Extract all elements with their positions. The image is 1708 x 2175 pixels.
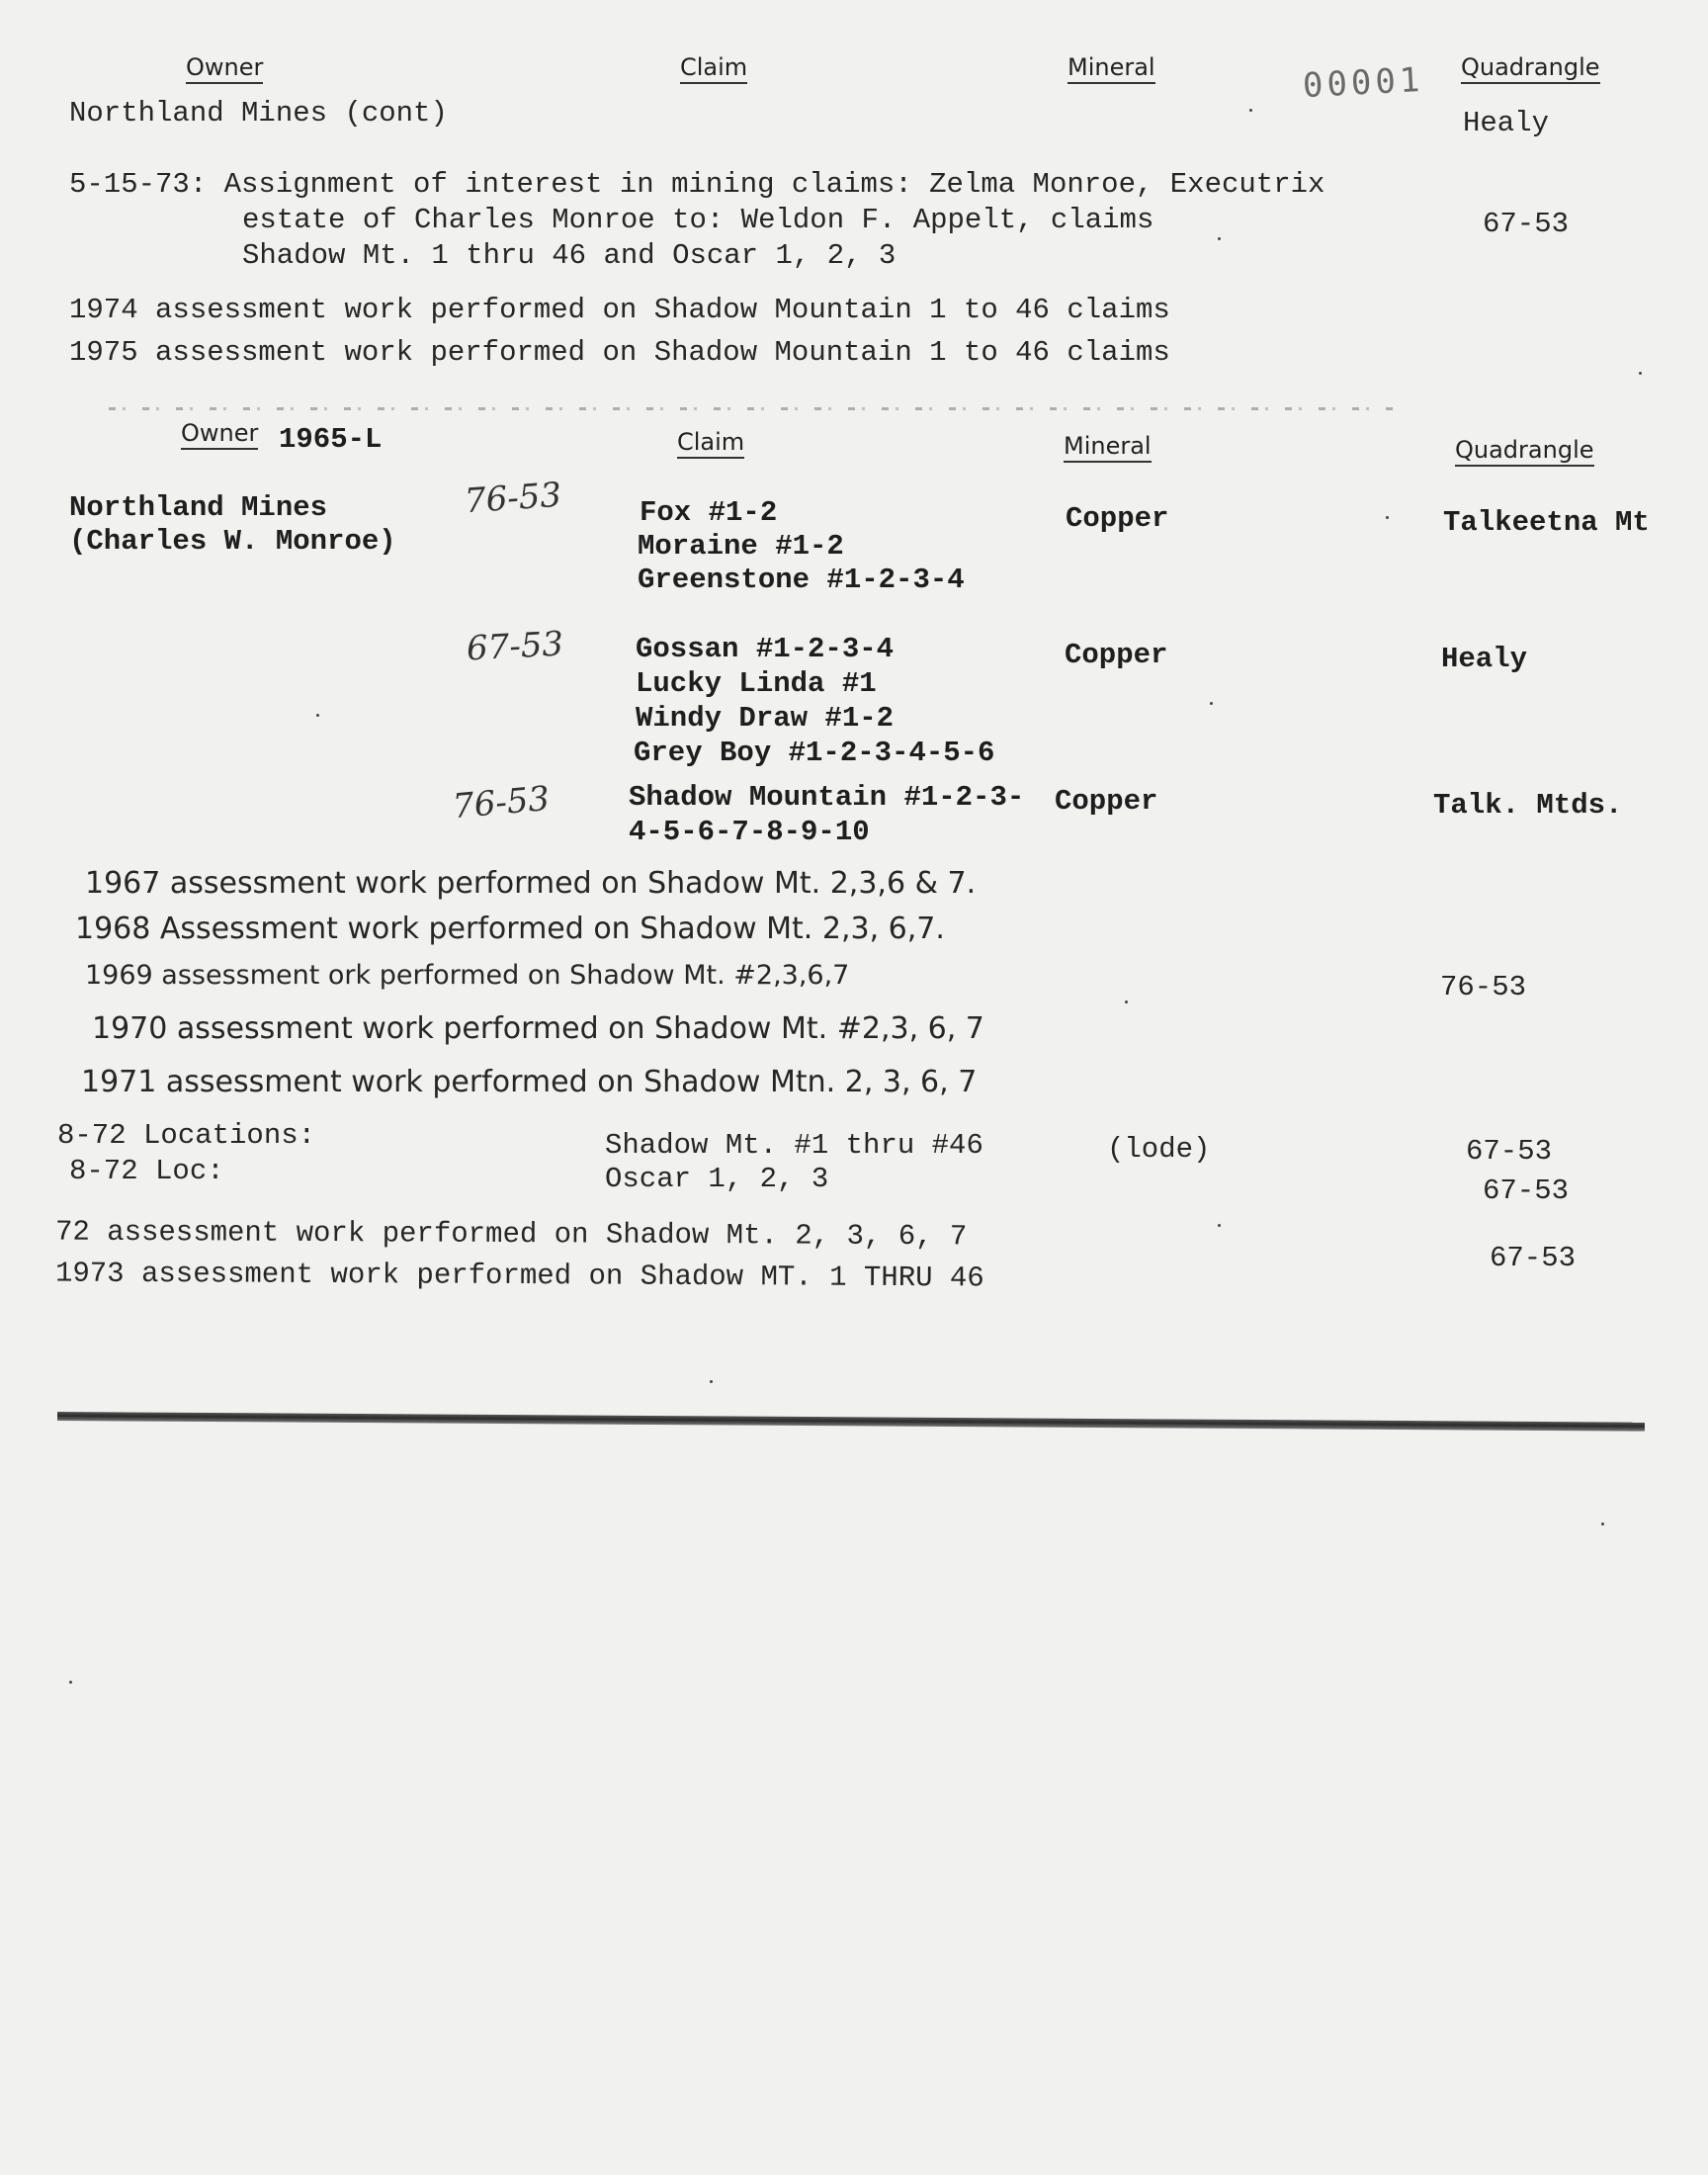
work-1973: 1973 assessment work performed on Shadow MT. 1 THRU 46 xyxy=(54,1257,984,1295)
assessment-1970: 1970 assessment work performed on Shadow Mt. #2,3, 6, 7 xyxy=(92,1011,984,1046)
scan-speck xyxy=(1639,372,1642,375)
work-72: 72 assessment work performed on Shadow Mt. 2, 3, 6, 7 xyxy=(54,1215,968,1254)
quadrangle-value: Healy xyxy=(1463,107,1550,139)
locations-claim-2: Oscar 1, 2, 3 xyxy=(605,1163,829,1195)
owner-name: Northland Mines (cont) xyxy=(69,97,448,130)
group-2-claim-2: Lucky Linda #1 xyxy=(636,667,877,700)
assignment-line-2: estate of Charles Monroe to: Weldon F. Appelt, claims xyxy=(242,204,1154,236)
locations-label-1: 8-72 Locations: xyxy=(57,1119,316,1152)
code-1969: 76-53 xyxy=(1440,971,1527,1003)
group-2-code: 67-53 xyxy=(466,624,564,669)
header-owner: Owner xyxy=(186,53,263,84)
group-3-code: 76-53 xyxy=(451,778,552,827)
assessment-1969: 1969 assessment ork performed on Shadow Mt. #2,3,6,7 xyxy=(85,960,850,991)
horizontal-rule xyxy=(57,1412,1645,1432)
assignment-code: 67-53 xyxy=(1483,208,1570,240)
assessment-1968: 1968 Assessment work performed on Shadow Mt. 2,3, 6,7. xyxy=(75,912,945,946)
assignment-line-3: Shadow Mt. 1 thru 46 and Oscar 1, 2, 3 xyxy=(242,239,897,272)
assessment-1967: 1967 assessment work performed on Shadow Mt. 2,3,6 & 7. xyxy=(85,866,977,901)
group-2-mineral: Copper xyxy=(1065,639,1168,671)
scan-speck xyxy=(1601,1522,1604,1525)
header-claim-2: Claim xyxy=(677,428,744,459)
scan-speck xyxy=(316,714,319,717)
group-2-claim-1: Gossan #1-2-3-4 xyxy=(636,633,895,665)
header-mineral-2: Mineral xyxy=(1064,432,1152,463)
scan-noise-line xyxy=(109,407,1394,410)
group-3-mineral: Copper xyxy=(1055,785,1158,818)
scan-speck xyxy=(1125,1000,1128,1003)
group-1-quadrangle: Talkeetna Mt xyxy=(1443,506,1650,539)
header-claim: Claim xyxy=(680,53,747,84)
owner-line-2: (Charles W. Monroe) xyxy=(69,525,396,558)
group-3-quadrangle: Talk. Mtds. xyxy=(1433,789,1623,822)
header-owner-suffix: 1965-L xyxy=(279,423,383,456)
assignment-line-1: 5-15-73: Assignment of interest in mining claims: Zelma Monroe, Executrix xyxy=(69,168,1325,201)
locations-label-2: 8-72 Loc: xyxy=(69,1155,224,1187)
group-3-claim-1: Shadow Mountain #1-2-3- xyxy=(629,781,1025,814)
scan-speck xyxy=(1386,516,1389,519)
stamp-number: 00001 xyxy=(1302,59,1425,107)
group-1-claim-1: Fox #1-2 xyxy=(640,496,778,529)
locations-claim-1: Shadow Mt. #1 thru #46 xyxy=(605,1129,983,1162)
header-quadrangle-2: Quadrangle xyxy=(1455,436,1594,467)
scan-speck xyxy=(1218,1224,1221,1227)
locations-mineral-1: (lode) xyxy=(1107,1133,1211,1166)
work-1974: 1974 assessment work performed on Shadow Mountain 1 to 46 claims xyxy=(69,294,1170,326)
group-2-claim-4: Grey Boy #1-2-3-4-5-6 xyxy=(634,737,995,769)
header-owner-2: Owner xyxy=(181,419,258,450)
code-1973: 67-53 xyxy=(1490,1242,1577,1274)
group-2-quadrangle: Healy xyxy=(1441,643,1528,675)
locations-code-2: 67-53 xyxy=(1483,1174,1570,1207)
scan-speck xyxy=(1210,702,1213,705)
group-1-mineral: Copper xyxy=(1066,502,1169,535)
group-1-code: 76-53 xyxy=(463,475,563,522)
locations-code-1: 67-53 xyxy=(1466,1135,1553,1168)
scan-speck xyxy=(1249,109,1252,112)
scan-speck xyxy=(69,1681,72,1684)
owner-line-1: Northland Mines xyxy=(69,491,328,524)
scan-speck xyxy=(1218,237,1221,240)
group-1-claim-2: Moraine #1-2 xyxy=(638,530,844,563)
header-mineral: Mineral xyxy=(1068,53,1155,84)
group-1-claim-3: Greenstone #1-2-3-4 xyxy=(638,564,965,596)
scan-speck xyxy=(710,1380,713,1383)
group-2-claim-3: Windy Draw #1-2 xyxy=(636,702,895,735)
assessment-1971: 1971 assessment work performed on Shadow Mtn. 2, 3, 6, 7 xyxy=(81,1065,978,1099)
header-quadrangle: Quadrangle xyxy=(1461,53,1600,84)
work-1975: 1975 assessment work performed on Shadow Mountain 1 to 46 claims xyxy=(69,336,1170,369)
group-3-claim-2: 4-5-6-7-8-9-10 xyxy=(629,816,870,848)
